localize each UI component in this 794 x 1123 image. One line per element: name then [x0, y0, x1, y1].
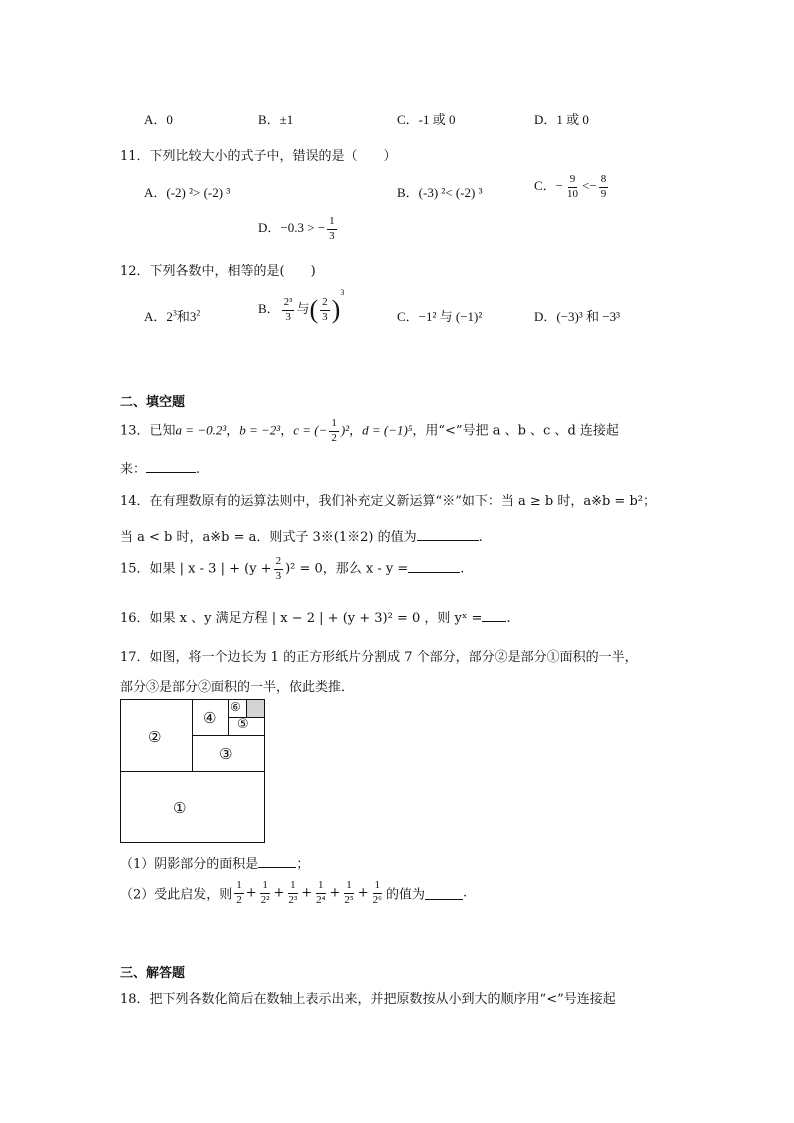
q16-line: 16．如果 x 、y 满足方程 | x − 2 | + (y + 3)² = 0 ，则 yˣ = . — [120, 611, 511, 626]
q11-stem: 11．下列比较大小的式子中，错误的是（ ） — [120, 149, 397, 164]
q15-line: 15．如果 | x - 3 | + (y + $\frac{2}{3}$ )² = 0，那么 x - y = . — [120, 555, 465, 582]
section-3-title: 三、解答题 — [120, 966, 186, 981]
fig-label-6: ⑥ — [230, 700, 241, 714]
q15-answer-blank[interactable] — [408, 560, 460, 573]
q11-option-b: B．(-3) ²< (-2) ³ — [397, 185, 483, 200]
q13-line1: 13．已知a = −0.2³，b = −2³，c = (− $\frac{1}{2}$ )²，d = (−1)⁵，用“<”号把 a 、b 、c 、d 连接起 — [120, 417, 619, 444]
q13-line2: 来： . — [120, 462, 201, 477]
q18-line1: 18．把下列各数化简后在数轴上表示出来，并把原数按从小到大的顺序用“<”号连接起 — [120, 992, 616, 1007]
q11-option-a: A．(-2) ²> (-2) ³ — [144, 185, 231, 200]
q13-answer-blank[interactable] — [146, 460, 196, 473]
q17-line2: 部分③是部分②面积的一半，依此类推． — [120, 680, 355, 695]
q12-option-c: C．−1² 与 (−1)² — [397, 309, 483, 324]
q11-option-c: C．− $\frac{9}{10}$ <− $\frac{8}{9}$ — [534, 173, 607, 200]
fig-label-4: ④ — [203, 709, 217, 727]
q17-sub2: （2）受此启发，则 $\frac{1}{2}$ + $\frac{1}{\text{2²}}$ + $\frac{1}{\text{2³}}$ + $\frac{1}{\text{2⁴}}$ + $\frac{1}{\text{2⁵}}$ + $\frac{1}{\text{2⁶}}$ 的值为 . — [120, 879, 468, 906]
q12-stem: 12．下列各数中，相等的是( ) — [120, 264, 316, 279]
q10-option-b: B．±1 — [258, 112, 294, 127]
q12-option-d: D．(−3)³ 和 −3³ — [534, 309, 621, 324]
q10-option-d: D．1 或 0 — [534, 112, 589, 127]
q17-sub1-blank[interactable] — [258, 855, 296, 868]
q17-sub2-blank[interactable] — [425, 887, 463, 900]
fig-label-3: ③ — [219, 745, 233, 763]
q11-option-d: D．−0.3 > − $\frac{1}{3}$ — [258, 215, 335, 242]
fig-label-2: ② — [148, 728, 162, 746]
fig-label-1: ① — [173, 799, 187, 817]
fig-label-5: ⑤ — [237, 717, 249, 732]
q16-answer-blank[interactable] — [482, 609, 506, 622]
section-2-title: 二、填空题 — [120, 395, 186, 410]
q17-line1: 17．如图，将一个边长为 1 的正方形纸片分割成 7 个部分，部分②是部分①面积的一半， — [120, 650, 638, 665]
q10-option-c: C．-1 或 0 — [397, 112, 456, 127]
fig-shaded-part — [246, 699, 265, 718]
q17-sub1: （1）阴影部分的面积是 ； — [120, 857, 310, 872]
q12-option-a: A．$2^3$和$3^2$ — [144, 308, 201, 324]
q17-figure — [120, 699, 265, 843]
q12-option-b: B． $\frac{\text{2³}}{3}$ 与( $\frac{2}{3}$ )$^3$ — [258, 288, 345, 324]
q14-line2: 当 a < b 时，a※b = a．则式子 3※(1※2) 的值为 . — [120, 530, 483, 545]
q14-line1: 14．在有理数原有的运算法则中，我们补充定义新运算“※”如下：当 a ≥ b 时，a※b = b²； — [120, 494, 656, 509]
q10-option-a: A．0 — [144, 112, 173, 127]
q14-answer-blank[interactable] — [417, 528, 479, 541]
fig-part-1 — [120, 771, 265, 843]
